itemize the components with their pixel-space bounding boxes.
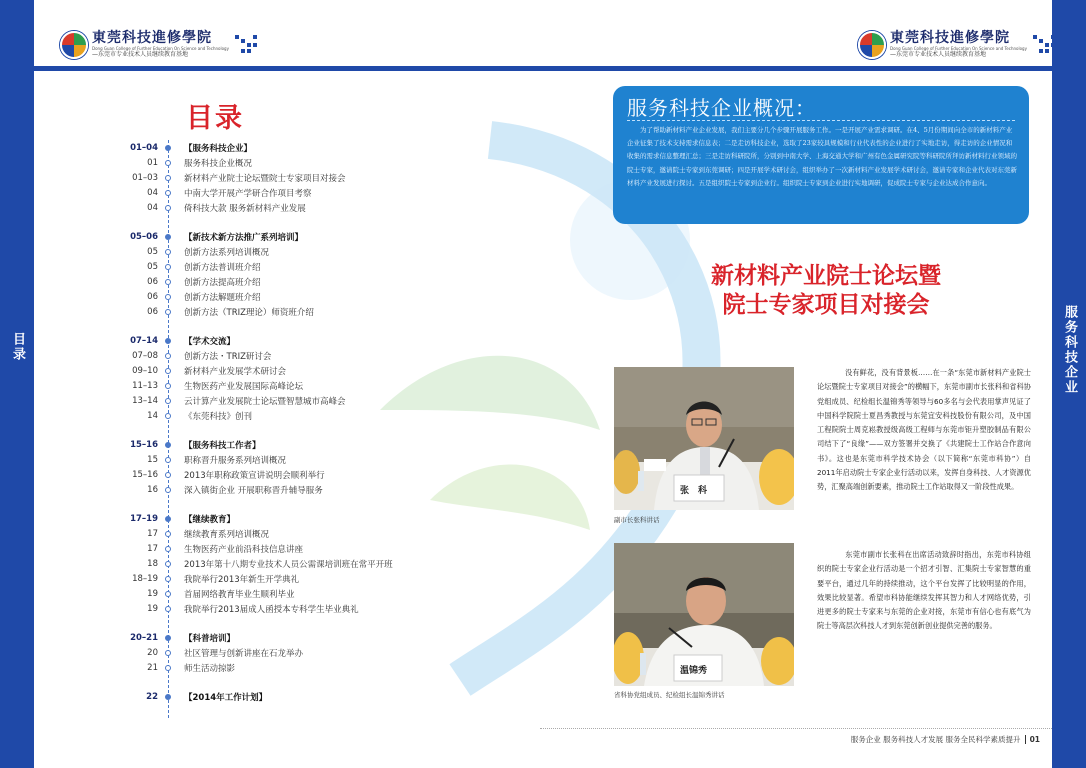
right-side-bar [1052, 0, 1086, 768]
toc-section-pages: 20–21 [130, 632, 158, 643]
toc-item[interactable] [112, 274, 472, 289]
toc-section-heading[interactable] [112, 511, 472, 526]
nameplate-wen-jinxiu: 温锦秀 [680, 666, 708, 676]
toc-section-pages: 22 [146, 691, 158, 702]
page-number: 01 [1025, 735, 1040, 744]
toc-item-title: 服务科技企业概况 [184, 158, 253, 169]
toc-bullet-icon [165, 294, 171, 300]
toc-item[interactable] [112, 586, 472, 601]
toc-bullet-icon [165, 309, 171, 315]
toc-item-title: 继续教育系列培训概况 [184, 529, 270, 540]
toc-bullet-icon [165, 413, 171, 419]
toc-bullet-icon [165, 442, 171, 448]
toc-item-title: 创新方法提高班介绍 [184, 277, 261, 288]
toc-item[interactable] [112, 378, 472, 393]
article-title-line2: 院士专家项目对接会 [722, 292, 930, 318]
toc-item[interactable] [112, 452, 472, 467]
photo1-caption: 副市长张科讲话 [614, 516, 660, 524]
toc-bullet-icon [165, 457, 171, 463]
toc-item-title: 创新方法解题班介绍 [184, 292, 261, 303]
toc-item-title: 云计算产业发展院士论坛暨智慧城市高峰会 [184, 396, 346, 407]
toc-item-title: 社区管理与创新讲座在石龙举办 [184, 648, 304, 659]
toc-section-heading[interactable] [112, 229, 472, 244]
toc-item-pages: 07–08 [132, 350, 158, 361]
article-paragraph-2-text: 东莞市副市长张科在出席活动致辞时指出，东莞市科协组织的院士专家企业行活动是一个招才引智、汇集院士专家智慧的重要平台，通过几年的持续推动，这个平台发挥了比较明显的作用，效果比较显著。希望市科协能继续发挥其智力和人才网络优势，引进更多的院士专家来与东莞的企业对接，东莞市有信心也有底气为院士等高层次科技人才到东莞创新创业提供完善的服务。 [817, 550, 1031, 631]
toc-item-pages: 18 [147, 558, 158, 569]
college-emblem-icon [858, 31, 886, 59]
toc-bullet-icon [165, 249, 171, 255]
toc-bullet-icon [165, 665, 171, 671]
toc-item-pages: 11–13 [132, 380, 158, 391]
toc-section-pages: 05–06 [130, 231, 158, 242]
right-side-label: 服务科技企业 [1062, 305, 1077, 395]
toc-item-pages: 21 [147, 662, 158, 673]
toc-item-pages: 06 [147, 291, 158, 302]
toc-item[interactable] [112, 348, 472, 363]
toc-bullet-icon [165, 145, 171, 151]
toc-section-title: 【科普培训】 [184, 633, 236, 644]
toc-item-pages: 15 [147, 454, 158, 465]
toc-section-heading[interactable] [112, 140, 472, 155]
toc-bullet-icon [165, 472, 171, 478]
toc-item[interactable] [112, 289, 472, 304]
toc-bullet-icon [165, 561, 171, 567]
toc-item-pages: 04 [147, 202, 158, 213]
toc-bullet-icon [165, 190, 171, 196]
toc-bullet-icon [165, 353, 171, 359]
article-title [620, 262, 1032, 320]
toc-item-title: 中南大学开展产学研合作项目考察 [184, 188, 312, 199]
toc-item-title: 生物医药产业前沿科技信息讲座 [184, 544, 304, 555]
toc-item-title: 新材料产业发展学术研讨会 [184, 366, 287, 377]
overview-box [613, 86, 1029, 224]
photo-wen-jinxiu-speech [614, 543, 794, 686]
toc-item-pages: 18–19 [132, 573, 158, 584]
toc-item-pages: 19 [147, 603, 158, 614]
toc-item-pages: 09–10 [132, 365, 158, 376]
toc-bullet-icon [165, 591, 171, 597]
toc-section-heading[interactable] [112, 437, 472, 452]
toc-section [112, 229, 472, 319]
overview-text: 为了帮助新材料产业企业发展，我们主要分几个步骤开展服务工作。一是开展产业需求调研。在4、5月份期间向全市的新材料产业企业征集了技术支持需求信息表；二是走访科技企业，选取了23家较具规模和行业代表性的企业进行了实地走访，得走访的企业情况和收集的需求信息整理汇总；三是走访科研院所，分别到中南大学、上海交通大学和广州有色金属研究院等科研院所拜访新材料行业领域的院士专家，邀请院士专家到东莞调研；四是开展学术研讨会，组织举办了一次新材料产业发展学术研讨会，邀请专家和企业代表对东莞新材料产业发展进行探讨。五是组织院士专家到企业行。组织院士专家到企业进行实地调研，促成院士专家与企业达成合作意向。 [627, 126, 1017, 187]
toc-item-pages: 01–03 [132, 172, 158, 183]
table-of-contents [112, 140, 472, 718]
article-paragraph-2 [817, 548, 1031, 634]
toc-section-title: 【学术交流】 [184, 336, 236, 347]
left-side-label: 目录 [10, 332, 25, 362]
toc-item[interactable] [112, 393, 472, 408]
nameplate-zhang-ke: 张 科 [680, 486, 708, 496]
toc-section-heading[interactable] [112, 333, 472, 348]
toc-bullet-icon [165, 650, 171, 656]
toc-item[interactable] [112, 244, 472, 259]
page-footer [851, 734, 1040, 745]
article-title-line1: 新材料产业院士论坛暨 [711, 263, 941, 289]
college-name-en: Dong Guan College of Further Education On Science and Technology [92, 46, 229, 51]
toc-item-title: 创新方法（TRIZ理论）师资班介绍 [184, 307, 314, 318]
toc-bullet-icon [165, 398, 171, 404]
toc-section [112, 511, 472, 616]
toc-item-pages: 15–16 [132, 469, 158, 480]
toc-item-pages: 19 [147, 588, 158, 599]
toc-section-pages: 07–14 [130, 335, 158, 346]
toc-item-pages: 05 [147, 261, 158, 272]
footer-rule [540, 728, 1052, 729]
college-subtitle: —东莞市专业技术人员继续教育基地 [890, 51, 987, 58]
college-subtitle: —东莞市专业技术人员继续教育基地 [92, 51, 189, 58]
dots-decoration-icon [235, 35, 257, 55]
toc-item-pages: 01 [147, 157, 158, 168]
toc-bullet-icon [165, 531, 171, 537]
toc-item-title: 《东莞科技》创刊 [184, 411, 253, 422]
toc-item[interactable] [112, 526, 472, 541]
toc-item-pages: 17 [147, 543, 158, 554]
toc-item[interactable] [112, 408, 472, 423]
toc-section [112, 437, 472, 497]
toc-bullet-icon [165, 546, 171, 552]
toc-item-pages: 16 [147, 484, 158, 495]
toc-bullet-icon [165, 205, 171, 211]
toc-bullet-icon [165, 487, 171, 493]
toc-item-pages: 20 [147, 647, 158, 658]
toc-item[interactable] [112, 467, 472, 482]
toc-item[interactable] [112, 571, 472, 586]
toc-section [112, 333, 472, 423]
toc-item-pages: 06 [147, 276, 158, 287]
toc-bullet-icon [165, 606, 171, 612]
toc-item[interactable] [112, 645, 472, 660]
toc-bullet-icon [165, 175, 171, 181]
toc-section-heading[interactable] [112, 630, 472, 645]
toc-item-title: 创新方法普训班介绍 [184, 262, 261, 273]
toc-item-title: 我院举行2013年新生开学典礼 [184, 574, 300, 585]
toc-bullet-icon [165, 338, 171, 344]
header-rule [34, 66, 1052, 71]
toc-bullet-icon [165, 516, 171, 522]
toc-item[interactable] [112, 556, 472, 571]
toc-section-pages: 01–04 [130, 142, 158, 153]
toc-item-title: 师生活动掠影 [184, 663, 236, 674]
toc-section [112, 140, 472, 215]
toc-item[interactable] [112, 185, 472, 200]
toc-item-title: 创新方法・TRIZ研讨会 [184, 351, 272, 362]
toc-item-pages: 17 [147, 528, 158, 539]
toc-item[interactable] [112, 170, 472, 185]
toc-item-title: 生物医药产业发展国际高峰论坛 [184, 381, 304, 392]
toc-section-heading[interactable] [112, 689, 472, 704]
toc-bullet-icon [165, 635, 171, 641]
toc-bullet-icon [165, 383, 171, 389]
college-name: 東莞科技進修學院 [92, 30, 212, 46]
toc-item-pages: 05 [147, 246, 158, 257]
toc-item-title: 深入镇街企业 开展职称晋升辅导服务 [184, 485, 323, 496]
toc-item[interactable] [112, 601, 472, 616]
toc-bullet-icon [165, 160, 171, 166]
toc-item[interactable] [112, 363, 472, 378]
left-side-bar [0, 0, 34, 768]
toc-item-pages: 06 [147, 306, 158, 317]
toc-item-title: 创新方法系列培训概况 [184, 247, 270, 258]
toc-bullet-icon [165, 234, 171, 240]
toc-item-title: 我院举行2013届成人函授本专科学生毕业典礼 [184, 604, 359, 615]
toc-bullet-icon [165, 576, 171, 582]
college-logo-right [858, 30, 1055, 59]
toc-item-title: 新材料产业院士论坛暨院士专家项目对接会 [184, 173, 346, 184]
toc-section [112, 630, 472, 675]
toc-item-pages: 04 [147, 187, 158, 198]
toc-item-title: 2013年职称政策宣讲说明会顺利举行 [184, 470, 325, 481]
toc-item-title: 首届网络教育毕业生顺利毕业 [184, 589, 295, 600]
article-paragraph-1 [817, 366, 1031, 495]
toc-item[interactable] [112, 482, 472, 497]
toc-bullet-icon [165, 694, 171, 700]
overview-divider [627, 120, 1015, 121]
toc-item[interactable] [112, 200, 472, 215]
college-name: 東莞科技進修學院 [890, 30, 1010, 46]
toc-item[interactable] [112, 660, 472, 675]
toc-item-title: 倚科技大款 服务新材料产业发展 [184, 203, 306, 214]
toc-section-pages: 15–16 [130, 439, 158, 450]
toc-section-title: 【继续教育】 [184, 514, 236, 525]
toc-section [112, 689, 472, 704]
toc-section-title: 【2014年工作计划】 [184, 692, 268, 703]
toc-section-title: 【新技术新方法推广系列培训】 [184, 232, 304, 243]
photo-vice-mayor-speech [614, 367, 794, 510]
college-logo-left [60, 30, 257, 59]
toc-section-pages: 17–19 [130, 513, 158, 524]
college-name-en: Dong Guan College of Further Education On Science and Technology [890, 46, 1027, 51]
toc-item[interactable] [112, 541, 472, 556]
toc-section-title: 【服务科技工作者】 [184, 440, 261, 451]
toc-item-title: 2013年第十八期专业技术人员公需课培训班在常平开班 [184, 559, 393, 570]
college-emblem-icon [60, 31, 88, 59]
footer-slogan: 服务企业 服务科技人才发展 服务全民科学素质提升 [850, 735, 1021, 744]
toc-item-pages: 13–14 [132, 395, 158, 406]
overview-title: 服务科技企业概况： [627, 96, 816, 120]
toc-section-title: 【服务科技企业】 [184, 143, 253, 154]
toc-bullet-icon [165, 279, 171, 285]
article-paragraph-1-text: 没有鲜花，没有背景板……在一条“东莞市新材料产业院士论坛暨院士专家项目对接会”的横幅下，东莞市副市长张科和省科协党组成员、纪检组长温锦秀等领导与60多名与会代表用掌声见证了中国科学院院士夏昌秀教授与东莞宜安科技股份有限公司，及中国工程院院士周克崧教授级高级工程师与东莞市钜升塑胶制品有限公司结下了“良缘”——双方签署并交换了《共建院士工作站合作意向书》。这也是东莞市科学技术协会（以下简称“东莞市科协”）自2011年启动院士专家企业行活动以来，发挥自身科技、人才资源优势，汇聚高端创新要素，推动院士工作站取得又一阶段性成果。 [817, 368, 1031, 492]
photo2-caption: 省科协党组成员、纪检组长温锦秀讲话 [614, 691, 725, 699]
toc-item[interactable] [112, 155, 472, 170]
toc-item-pages: 14 [147, 410, 158, 421]
toc-bullet-icon [165, 264, 171, 270]
toc-title: 目录 [186, 103, 244, 134]
toc-item[interactable] [112, 304, 472, 319]
toc-item[interactable] [112, 259, 472, 274]
dots-decoration-icon [1033, 35, 1055, 55]
toc-bullet-icon [165, 368, 171, 374]
toc-item-title: 职称晋升服务系列培训概况 [184, 455, 287, 466]
